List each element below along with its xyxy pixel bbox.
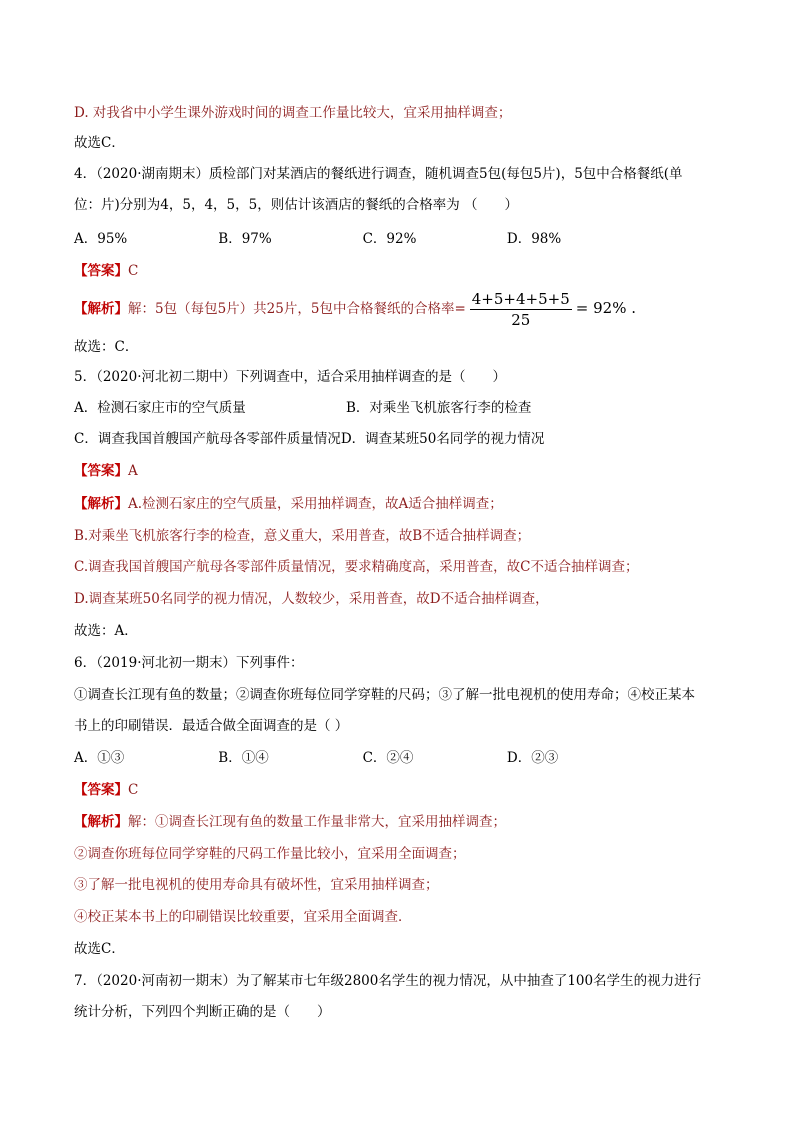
- question-6-answer: [74, 781, 734, 799]
- answer-line-d: D. 对我省中小学生课外游戏时间的调查工作量比较大，宜采用抽样调查；: [74, 105, 512, 121]
- question-7-line-2: 统计分析，下列四个判断正确的是（ ）: [74, 1004, 331, 1020]
- question-4-select: 故选：C．: [74, 339, 139, 355]
- fraction-numerator: 4+5+4+5+5: [471, 290, 570, 308]
- option-b: B．97%: [218, 231, 272, 247]
- answer-value: C: [128, 782, 139, 798]
- question-5-answer: [74, 462, 734, 480]
- question-5-options-cd: [74, 430, 734, 448]
- question-6-explanation-1: [74, 813, 734, 831]
- question-5-select: 故选：A．: [74, 623, 138, 639]
- question-6-stem: 6．（2019·河北初一期末）下列事件：: [74, 655, 304, 671]
- option-a: A．95%: [74, 231, 128, 247]
- question-4-line-2: 位：片)分别为4，5，4，5，5，则估计该酒店的餐纸的合格率为 （ ）: [74, 197, 519, 213]
- option-c: C．92%: [362, 231, 417, 247]
- question-5-options-ab: [74, 399, 734, 417]
- fraction-denominator: 25: [511, 311, 531, 329]
- question-6-explanation-3: ③了解一批电视机的使用寿命具有破坏性，宜采用抽样调查；: [74, 877, 439, 893]
- question-5-explanation-3: C.调查我国首艘国产航母各零部件质量情况，要求精确度高，采用普查，故C不适合抽样调查；: [74, 559, 639, 575]
- explanation-tag: 【解析】: [74, 814, 128, 830]
- option-d: D．调查某班50名同学的视力情况: [340, 431, 545, 447]
- question-6-select: 故选C．: [74, 941, 125, 957]
- answer-tag: 【答案】: [74, 463, 128, 479]
- fraction: [470, 289, 572, 330]
- question-5-explanation-1: [74, 495, 734, 513]
- question-6-explanation-4: ④校正某本书上的印刷错误比较重要，宜采用全面调查．: [74, 909, 412, 925]
- explanation-text: 解：①调查长江现有鱼的数量工作量非常大，宜采用抽样调查；: [128, 814, 506, 830]
- answer-tag: 【答案】: [74, 263, 128, 279]
- select-line: 故选C．: [74, 135, 125, 151]
- option-c: C．调查我国首艘国产航母各零部件质量情况: [74, 431, 341, 447]
- question-4-explanation: [74, 287, 734, 330]
- question-6-line-2: ①调查长江现有鱼的数量；②调查你班每位同学穿鞋的尺码；③了解一批电视机的使用寿命；④校正某本: [74, 687, 695, 703]
- answer-value: C: [128, 263, 139, 279]
- answer-tag: 【答案】: [74, 782, 128, 798]
- explanation-text: 解：5包（每包5片）共25片，5包中合格餐纸的合格率=: [128, 301, 466, 317]
- question-5-explanation-4: D.调查某班50名同学的视力情况，人数较少，采用普查，故D不适合抽样调查，: [74, 591, 549, 607]
- question-4-line-1: 4．（2020·湖南期末）质检部门对某酒店的餐纸进行调查，随机调查5包(每包5片)，5包中合格餐纸(单: [74, 166, 683, 182]
- explanation-tag: 【解析】: [74, 496, 128, 512]
- question-5-explanation-2: B.对乘坐飞机旅客行李的检查，意义重大，采用普查，故B不适合抽样调查；: [74, 528, 531, 544]
- question-6-explanation-2: ②调查你班每位同学穿鞋的尺码工作量比较小，宜采用全面调查；: [74, 846, 466, 862]
- option-a: A．①③: [74, 750, 125, 766]
- option-d: D．98%: [506, 231, 562, 247]
- fraction-result: = 92% .: [575, 299, 636, 317]
- option-c: C．②④: [362, 750, 414, 766]
- question-7-stem: 7．（2020·河南初一期末）为了解某市七年级2800名学生的视力情况，从中抽查了100名学生的视力进行: [74, 973, 702, 989]
- option-b: B．①④: [218, 750, 269, 766]
- question-6-line-3: 书上的印刷错误．最适合做全面调查的是（ ）: [74, 718, 349, 734]
- question-4-answer: [74, 262, 734, 280]
- question-6-options: [74, 749, 734, 767]
- explanation-text: A.检测石家庄的空气质量，采用抽样调查，故A适合抽样调查；: [128, 496, 503, 512]
- question-4-options: [74, 230, 734, 248]
- question-5-stem: 5．（2020·河北初二期中）下列调查中，适合采用抽样调查的是（ ）: [74, 369, 506, 385]
- explanation-tag: 【解析】: [74, 301, 128, 317]
- answer-value: A: [128, 463, 138, 479]
- option-a: A．检测石家庄市的空气质量: [74, 400, 246, 416]
- option-d: D．②③: [506, 750, 559, 766]
- option-b: B．对乘坐飞机旅客行李的检查: [346, 400, 532, 416]
